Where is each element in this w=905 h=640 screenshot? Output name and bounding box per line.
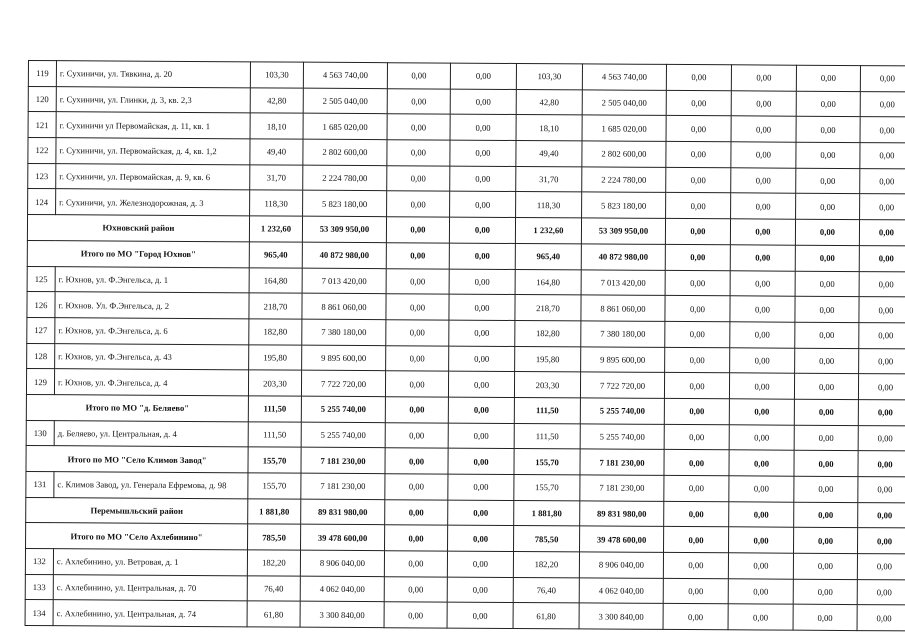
value-cell: 218,70 [249,293,302,319]
value-cell: 0,00 [730,219,795,245]
value-cell: 0,00 [385,474,448,500]
address-cell: с. Климов Завод, ул. Генерала Ефремова, д. 98 [54,472,248,499]
value-cell: 0,00 [387,88,450,114]
summary-label: Итого по МО "Город Юхнов" [27,240,249,267]
row-number: 124 [28,189,56,215]
summary-label: Итого по МО "Село Ахлебинино" [26,523,248,550]
value-cell: 1 881,80 [514,500,580,526]
row-number: 120 [28,86,56,112]
value-cell: 0,00 [796,168,860,194]
value-cell: 53 309 950,00 [302,216,386,242]
value-cell: 0,00 [858,451,905,477]
value-cell: 0,00 [796,142,860,168]
value-cell: 0,00 [386,243,449,269]
value-cell: 3 300 840,00 [579,603,663,629]
value-cell: 9 895 600,00 [581,346,665,372]
value-cell: 182,20 [513,552,579,578]
value-cell: 49,40 [516,141,582,167]
row-number: 127 [27,317,55,343]
value-cell: 2 505 040,00 [582,90,666,116]
value-cell: 0,00 [795,271,859,297]
value-cell: 0,00 [794,450,858,476]
row-number: 119 [28,61,56,87]
address-cell: г. Сухиничи ул Первомайская, д. 11, кв. 1 [56,112,250,139]
value-cell: 203,30 [248,370,301,396]
value-cell: 0,00 [384,576,447,602]
value-cell: 2 224 780,00 [582,167,666,193]
row-number: 122 [28,138,56,164]
value-cell: 0,00 [448,474,514,500]
value-cell: 0,00 [731,193,796,219]
value-cell: 0,00 [664,527,729,553]
value-cell: 4 563 740,00 [582,64,666,90]
value-cell: 0,00 [448,500,514,526]
value-cell: 103,30 [250,62,303,88]
value-cell: 0,00 [859,245,905,271]
value-cell: 0,00 [731,116,796,142]
value-cell: 0,00 [385,371,448,397]
value-cell: 40 872 980,00 [581,244,665,270]
table-body [25,61,905,632]
value-cell: 0,00 [857,579,905,605]
value-cell: 0,00 [860,143,905,169]
address-cell: г. Юхнов, ул. Ф.Энгельса, д. 43 [55,343,249,370]
value-cell: 0,00 [731,142,796,168]
value-cell: 61,80 [513,603,579,629]
value-cell: 7 722 720,00 [580,372,664,398]
value-cell: 0,00 [795,322,859,348]
value-cell: 1 232,60 [515,218,581,244]
value-cell: 0,00 [796,65,860,91]
value-cell: 0,00 [794,476,858,502]
summary-label: Юхновский район [27,215,249,242]
value-cell: 0,00 [728,579,793,605]
value-cell: 0,00 [386,320,449,346]
value-cell: 0,00 [858,374,905,400]
row-number: 131 [26,471,54,497]
row-number: 130 [26,420,54,446]
data-table [25,60,905,632]
value-cell: 0,00 [795,245,859,271]
value-cell: 0,00 [860,117,905,143]
value-cell: 0,00 [449,294,515,320]
value-cell: 8 906 040,00 [300,550,384,576]
value-cell: 0,00 [664,450,729,476]
value-cell: 0,00 [450,192,516,218]
address-cell: с. Ахлебинино, ул. Центральная, д. 74 [53,600,247,627]
value-cell: 0,00 [664,398,729,424]
value-cell: 76,40 [247,576,300,602]
value-cell: 0,00 [385,448,448,474]
value-cell: 182,80 [249,319,302,345]
value-cell: 111,50 [514,397,580,423]
address-cell: г. Сухиничи, ул. Тявкина, д. 20 [56,61,250,88]
value-cell: 0,00 [729,501,794,527]
value-cell: 195,80 [515,346,581,372]
value-cell: 0,00 [796,194,860,220]
value-cell: 7 013 420,00 [302,268,386,294]
value-cell: 0,00 [450,63,516,89]
value-cell: 155,70 [248,473,301,499]
value-cell: 0,00 [664,424,729,450]
value-cell: 61,80 [247,601,300,627]
value-cell: 118,30 [250,190,303,216]
value-cell: 0,00 [449,320,515,346]
value-cell: 785,50 [514,526,580,552]
value-cell: 31,70 [516,166,582,192]
value-cell: 0,00 [450,166,516,192]
value-cell: 0,00 [665,270,730,296]
value-cell: 0,00 [731,168,796,194]
value-cell: 0,00 [449,217,515,243]
value-cell: 103,30 [516,63,582,89]
value-cell: 1 881,80 [248,499,301,525]
value-cell: 0,00 [858,477,905,503]
value-cell: 0,00 [857,554,905,580]
value-cell: 42,80 [250,88,303,114]
value-cell: 118,30 [516,192,582,218]
value-cell: 76,40 [513,577,579,603]
value-cell: 0,00 [794,373,858,399]
address-cell: г. Сухиничи, ул. Первомайская, д. 9, кв. 6 [56,163,250,190]
address-cell: д. Беляево, ул. Центральная, д. 4 [54,420,248,447]
value-cell: 0,00 [387,140,450,166]
value-cell: 0,00 [793,579,857,605]
value-cell: 0,00 [665,347,730,373]
value-cell: 9 895 600,00 [302,345,386,371]
address-cell: г. Юхнов, ул. Ф.Энгельса, д. 6 [55,318,249,345]
value-cell: 218,70 [515,295,581,321]
value-cell: 7 181 230,00 [580,475,664,501]
value-cell: 0,00 [793,605,857,631]
value-cell: 0,00 [730,296,795,322]
row-number: 128 [27,343,55,369]
value-cell: 40 872 980,00 [302,242,386,268]
value-cell: 0,00 [450,89,516,115]
value-cell: 0,00 [387,63,450,89]
value-cell: 155,70 [514,474,580,500]
table-row [25,600,905,631]
row-number: 132 [25,549,53,575]
row-number: 121 [28,112,56,138]
value-cell: 4 062 040,00 [300,576,384,602]
value-cell: 0,00 [794,528,858,554]
value-cell: 203,30 [514,372,580,398]
value-cell: 0,00 [385,397,448,423]
value-cell: 3 300 840,00 [300,602,384,628]
value-cell: 0,00 [858,502,905,528]
value-cell: 0,00 [449,243,515,269]
value-cell: 0,00 [728,604,793,630]
address-cell: с. Ахлебинино, ул. Центральная, д. 70 [53,574,247,601]
value-cell: 0,00 [666,141,731,167]
value-cell: 0,00 [448,448,514,474]
value-cell: 0,00 [795,296,859,322]
value-cell: 39 478 600,00 [580,526,664,552]
value-cell: 0,00 [860,66,905,92]
value-cell: 0,00 [386,294,449,320]
value-cell: 0,00 [385,422,448,448]
value-cell: 182,80 [515,320,581,346]
value-cell: 0,00 [449,269,515,295]
value-cell: 0,00 [860,91,905,117]
value-cell: 5 255 740,00 [301,396,385,422]
value-cell: 89 831 980,00 [301,499,385,525]
value-cell: 0,00 [447,551,513,577]
value-cell: 8 906 040,00 [579,552,663,578]
value-cell: 0,00 [729,476,794,502]
row-number: 123 [28,163,56,189]
value-cell: 53 309 950,00 [581,218,665,244]
value-cell: 7 181 230,00 [301,447,385,473]
value-cell: 0,00 [387,114,450,140]
value-cell: 0,00 [386,217,449,243]
value-cell: 42,80 [516,89,582,115]
value-cell: 0,00 [448,371,514,397]
value-cell: 0,00 [666,193,731,219]
summary-label: Перемышльский район [26,497,248,524]
value-cell: 1 232,60 [249,216,302,242]
value-cell: 39 478 600,00 [301,525,385,551]
value-cell: 0,00 [730,322,795,348]
value-cell: 0,00 [663,604,728,630]
value-cell: 111,50 [248,396,301,422]
value-cell: 0,00 [448,423,514,449]
value-cell: 0,00 [731,90,796,116]
value-cell: 0,00 [859,348,905,374]
value-cell: 0,00 [860,194,905,220]
value-cell: 18,10 [516,115,582,141]
value-cell: 1 685 020,00 [303,114,387,140]
value-cell: 182,20 [247,550,300,576]
value-cell: 0,00 [796,91,860,117]
value-cell: 965,40 [249,242,302,268]
value-cell: 0,00 [729,373,794,399]
row-number: 133 [25,574,53,600]
value-cell: 0,00 [664,475,729,501]
value-cell: 7 722 720,00 [301,370,385,396]
value-cell: 2 802 600,00 [582,141,666,167]
value-cell: 0,00 [387,191,450,217]
value-cell: 0,00 [664,501,729,527]
address-cell: г. Сухиничи, ул. Железнодорожная, д. 3 [56,189,250,216]
value-cell: 155,70 [248,447,301,473]
value-cell: 2 505 040,00 [303,88,387,114]
value-cell: 0,00 [795,348,859,374]
value-cell: 164,80 [515,269,581,295]
address-cell: г. Юхнов. Ул. Ф.Энгельса, д. 2 [55,292,249,319]
value-cell: 0,00 [729,424,794,450]
row-number: 129 [26,369,54,395]
value-cell: 0,00 [730,245,795,271]
value-cell: 111,50 [514,423,580,449]
value-cell: 0,00 [663,552,728,578]
value-cell: 0,00 [666,64,731,90]
value-cell: 18,10 [250,113,303,139]
summary-label: Итого по МО "Село Климов Завод" [26,446,248,473]
value-cell: 785,50 [248,524,301,550]
value-cell: 0,00 [795,219,859,245]
value-cell: 4 563 740,00 [303,62,387,88]
value-cell: 5 823 180,00 [303,191,387,217]
value-cell: 0,00 [665,219,730,245]
value-cell: 195,80 [249,344,302,370]
value-cell: 0,00 [665,244,730,270]
value-cell: 0,00 [859,322,905,348]
value-cell: 7 181 230,00 [301,473,385,499]
document-page [28,60,895,626]
value-cell: 0,00 [666,167,731,193]
value-cell: 0,00 [665,296,730,322]
value-cell: 0,00 [858,400,905,426]
value-cell: 8 861 060,00 [581,295,665,321]
value-cell: 0,00 [448,525,514,551]
value-cell: 0,00 [860,168,905,194]
value-cell: 0,00 [447,603,513,629]
value-cell: 0,00 [447,577,513,603]
value-cell: 0,00 [858,425,905,451]
value-cell: 49,40 [250,139,303,165]
value-cell: 0,00 [385,499,448,525]
row-number: 126 [27,292,55,318]
row-number: 134 [25,600,53,626]
value-cell: 0,00 [386,268,449,294]
value-cell: 0,00 [663,578,728,604]
value-cell: 89 831 980,00 [580,501,664,527]
value-cell: 7 380 180,00 [581,321,665,347]
value-cell: 155,70 [514,449,580,475]
value-cell: 5 255 740,00 [580,398,664,424]
value-cell: 0,00 [794,425,858,451]
value-cell: 0,00 [448,397,514,423]
value-cell: 0,00 [384,551,447,577]
value-cell: 0,00 [450,114,516,140]
value-cell: 2 802 600,00 [303,139,387,165]
value-cell: 0,00 [385,525,448,551]
value-cell: 0,00 [450,140,516,166]
summary-label: Итого по МО "д. Беляево" [26,394,248,421]
value-cell: 0,00 [664,373,729,399]
value-cell: 0,00 [384,602,447,628]
value-cell: 5 255 740,00 [301,422,385,448]
address-cell: г. Сухиничи, ул. Глинки, д. 3, кв. 2,3 [56,86,250,113]
value-cell: 0,00 [730,270,795,296]
value-cell: 0,00 [387,165,450,191]
value-cell: 0,00 [449,346,515,372]
address-cell: г. Сухиничи, ул. Первомайская, д. 4, кв. 1,2 [56,138,250,165]
value-cell: 0,00 [857,605,905,631]
value-cell: 164,80 [249,267,302,293]
value-cell: 5 255 740,00 [580,424,664,450]
value-cell: 8 861 060,00 [302,293,386,319]
value-cell: 2 224 780,00 [303,165,387,191]
value-cell: 0,00 [728,553,793,579]
value-cell: 5 823 180,00 [582,192,666,218]
value-cell: 0,00 [793,553,857,579]
row-number: 125 [27,266,55,292]
value-cell: 31,70 [250,165,303,191]
value-cell: 0,00 [858,528,905,554]
value-cell: 0,00 [729,399,794,425]
value-cell: 0,00 [665,321,730,347]
value-cell: 0,00 [859,271,905,297]
value-cell: 0,00 [730,347,795,373]
value-cell: 0,00 [729,450,794,476]
value-cell: 7 181 230,00 [580,449,664,475]
value-cell: 0,00 [859,220,905,246]
value-cell: 0,00 [859,297,905,323]
value-cell: 7 380 180,00 [302,319,386,345]
value-cell: 965,40 [515,243,581,269]
value-cell: 0,00 [386,345,449,371]
value-cell: 0,00 [731,65,796,91]
value-cell: 0,00 [729,527,794,553]
value-cell: 0,00 [666,116,731,142]
value-cell: 0,00 [794,399,858,425]
address-cell: г. Юхнов, ул. Ф.Энгельса, д. 4 [54,369,248,396]
value-cell: 0,00 [666,90,731,116]
value-cell: 7 013 420,00 [581,269,665,295]
value-cell: 4 062 040,00 [579,578,663,604]
value-cell: 0,00 [794,502,858,528]
address-cell: с. Ахлебинино, ул. Ветровая, д. 1 [53,549,247,576]
address-cell: г. Юхнов, ул. Ф.Энгельса, д. 1 [55,266,249,293]
value-cell: 0,00 [796,117,860,143]
value-cell: 1 685 020,00 [582,115,666,141]
value-cell: 111,50 [248,421,301,447]
